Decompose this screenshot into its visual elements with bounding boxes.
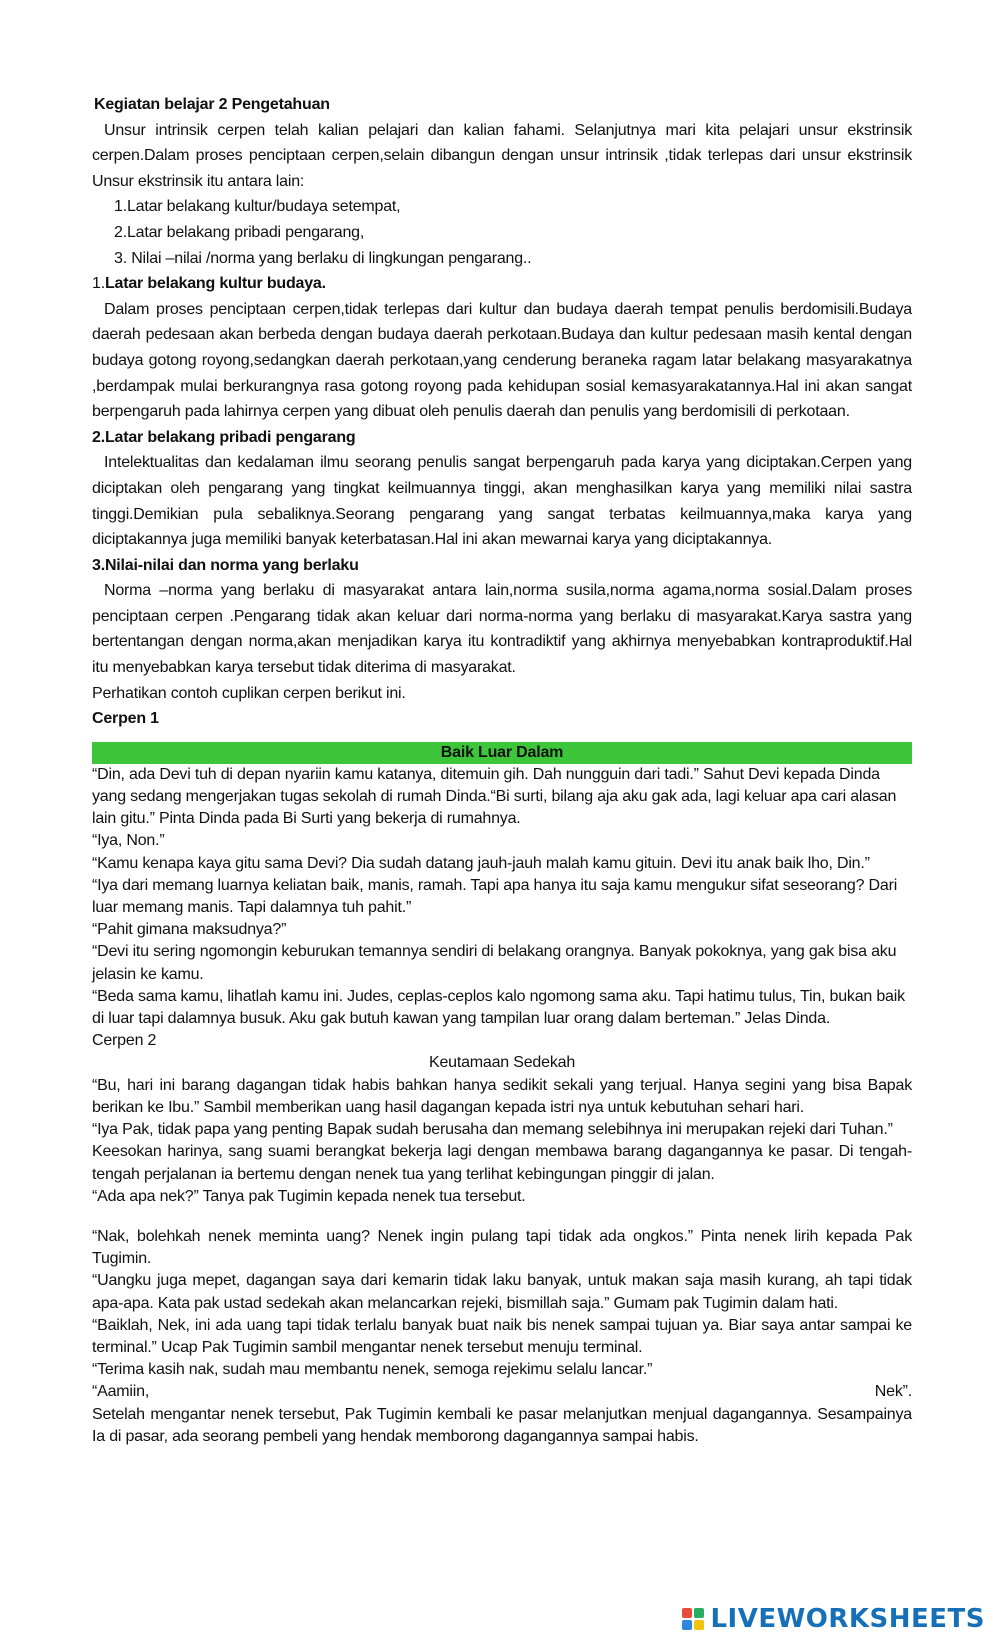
paragraph-spacer: [92, 1208, 912, 1226]
story-paragraph: “Uangku juga mepet, dagangan saya dari kemarin tidak laku banyak, untuk makan saja masih kurang, ah tapi tidak apa-apa. Kata pak ustad sedekah akan melancarkan rejeki, bismillah saja.” Gumam pak Tugimin dalam hati.: [92, 1272, 912, 1312]
cerpen1-title-banner: Baik Luar Dalam: [92, 742, 912, 764]
cerpen2-label: Cerpen 2: [92, 1032, 157, 1050]
story-paragraph: “Beda sama kamu, lihatlah kamu ini. Judes, ceplas-ceplos kalo ngomong sama aku. Tapi hatimu tulus, Tin, bukan baik di luar tapi dalamnya busuk. Aku gak butuh kawan yang tampilan luar orang dalam berteman.” Jelas Dinda.: [92, 987, 905, 1028]
story-paragraph: “Nak, bolehkah nenek meminta uang? Nenek ingin pulang tapi tidak ada ongkos.” Pinta nenek lirih kepada Pak Tugimin.: [92, 1227, 912, 1268]
story-paragraph: “Terima kasih nak, sudah mau membantu nenek, semoga rejekimu selalu lancar.”: [92, 1361, 653, 1379]
cerpen2-title: Keutamaan Sedekah: [428, 1054, 576, 1072]
aamiin-left: “Aamiin,: [92, 1383, 150, 1401]
story-paragraph: Setelah mengantar nenek tersebut, Pak Tugimin kembali ke pasar melanjutkan menjual dagangannya. Sesampainya Ia di pasar, ada seorang pembeli yang hendak memborong dagangannya sampai habis.: [92, 1405, 912, 1445]
cerpen2-story: [92, 1030, 912, 1448]
story-paragraph: “Pahit gimana maksudnya?”: [92, 921, 287, 939]
cerpen1-label: Cerpen 1: [92, 710, 159, 728]
section1-body: Dalam proses penciptaan cerpen,tidak terlepas dari kultur dan budaya daerah tempat penulis berdomisili.Budaya daerah pedesaan akan berbeda dengan budaya daerah perkotaan.Budaya dan kultur pedesaan masih kental dengan budaya gotong royong,sedangkan daerah perkotaan,yang cenderung beraneka ragam latar belakang masyarakatnya ,berdampak mulai berkurangnya rasa gotong royong pada kehidupan sosial kemasyarakatannya.Hal ini akan sangat berpengaruh pada lahirnya cerpen yang dibuat oleh penulis daerah dan penulis yang berdomisili di perkotaan.: [92, 300, 912, 421]
list-item-3: 3. Nilai –nilai /norma yang berlaku di lingkungan pengarang..: [114, 249, 532, 267]
worksheet-content: [92, 92, 912, 1448]
liveworksheets-logo-icon: [682, 1608, 704, 1630]
logo-tile: [682, 1620, 692, 1630]
section2-heading: 2.Latar belakang pribadi pengarang: [92, 428, 356, 446]
story-paragraph: “Kamu kenapa kaya gitu sama Devi? Dia sudah datang jauh-jauh malah kamu gituin. Devi itu anak baik lho, Din.”: [92, 854, 870, 872]
section1-title: Latar belakang kultur budaya.: [104, 275, 326, 293]
logo-tile: [694, 1608, 704, 1618]
cerpen1-story: [92, 764, 912, 1030]
section3-heading: 3.Nilai-nilai dan norma yang berlaku: [92, 556, 359, 574]
list-item-2: 2.Latar belakang pribadi pengarang,: [114, 223, 365, 241]
section2-body: Intelektualitas dan kedalaman ilmu seorang penulis sangat berpengaruh pada karya yang diciptakan.Cerpen yang diciptakan oleh pengarang yang tingkat keilmuannya tinggi, akan menghasilkan karya yang memiliki nilai sastra tinggi.Demikian pula sebaliknya.Seorang pengarang yang sangat terbatas keilmuannya,maka karya yang diciptakannya juga memiliki banyak keterbatasan.Hal ini akan mewarnai karya yang diciptakannya.: [92, 454, 912, 549]
intro-paragraph: Unsur intrinsik cerpen telah kalian pelajari dan kalian fahami. Selanjutnya mari kita pelajari unsur ekstrinsik cerpen.Dalam proses penciptaan cerpen,selain dibangun dengan unsur intrinsik ,tidak terlepas dari unsur ekstrinsik Unsur ekstrinsik itu antara lain:: [92, 121, 912, 190]
instruction-text: Perhatikan contoh cuplikan cerpen berikut ini.: [92, 684, 406, 702]
story-paragraph: “Iya, Non.”: [92, 832, 165, 850]
story-paragraph: “Iya dari memang luarnya keliatan baik, manis, ramah. Tapi apa hanya itu saja kamu mengukur sifat seseorang? Dari luar memang manis. Tapi dalamnya tuh pahit.”: [92, 876, 898, 917]
story-paragraph: “Baiklah, Nek, ini ada uang tapi tidak terlalu banyak buat naik bis nenek sampai tujuan ya. Biar saya antar sampai ke terminal.” Ucap Pak Tugimin sambil mengantar nenek tersebut menuju terminal.: [92, 1316, 912, 1356]
logo-tile: [682, 1608, 692, 1618]
section1-heading: [92, 271, 912, 297]
liveworksheets-logo: [682, 1604, 985, 1634]
aamiin-right: Nek”.: [874, 1383, 912, 1401]
story-paragraph: “Devi itu sering ngomongin keburukan temannya sendiri di belakang orangnya. Banyak pokoknya, yang gak bisa aku jelasin ke kamu.: [92, 943, 897, 983]
lesson-title: Kegiatan belajar 2 Pengetahuan: [94, 96, 330, 113]
story-paragraph: “Bu, hari ini barang dagangan tidak habis bahkan hanya sedikit sekali yang terjual. Hanya segini yang bisa Bapak berikan ke Ibu.” Sambil memberikan uang hasil dagangan kepada istri nya untuk kebutuhan sehari hari.: [92, 1076, 912, 1116]
liveworksheets-logo-text: LIVEWORKSHEETS: [710, 1604, 985, 1634]
story-paragraph: “Ada apa nek?” Tanya pak Tugimin kepada nenek tua tersebut.: [92, 1187, 526, 1205]
section3-body: Norma –norma yang berlaku di masyarakat antara lain,norma susila,norma agama,norma sosial.Dalam proses penciptaan cerpen .Pengarang tidak akan keluar dari norma-norma yang berlaku di masyarakat.Karya sastra yang bertentangan dengan norma,akan menjadikan karya itu kontradiktif yang akhirnya menyebabkan kontraproduktif.Hal itu menyebabkan karya tersebut tidak diterima di masyarakat.: [92, 582, 912, 677]
list-item-1: 1.Latar belakang kultur/budaya setempat,: [114, 198, 401, 216]
story-paragraph: Keesokan harinya, sang suami berangkat bekerja lagi dengan membawa barang dagangannya ke pasar. Di tengah-tengah perjalanan ia bertemu dengan nenek tua yang terlihat kebingungan pinggir di jalan.: [92, 1143, 912, 1183]
aamiin-line: [92, 1381, 912, 1403]
logo-tile: [694, 1620, 704, 1630]
section1-number: 1.: [92, 275, 105, 293]
story-paragraph: “Iya Pak, tidak papa yang penting Bapak sudah berusaha dan memang selebihnya ini merupakan rejeki dari Tuhan.”: [92, 1121, 893, 1139]
story-paragraph: “Din, ada Devi tuh di depan nyariin kamu katanya, ditemuin gih. Dah nungguin dari tadi.” Sahut Devi kepada Dinda yang sedang mengerjakan tugas sekolah di rumah Dinda.“Bi surti, bilang aja aku gak ada, lagi keluar apa cari alasan lain gitu.” Pinta Dinda pada Bi Surti yang bekerja di rumahnya.: [92, 765, 897, 828]
